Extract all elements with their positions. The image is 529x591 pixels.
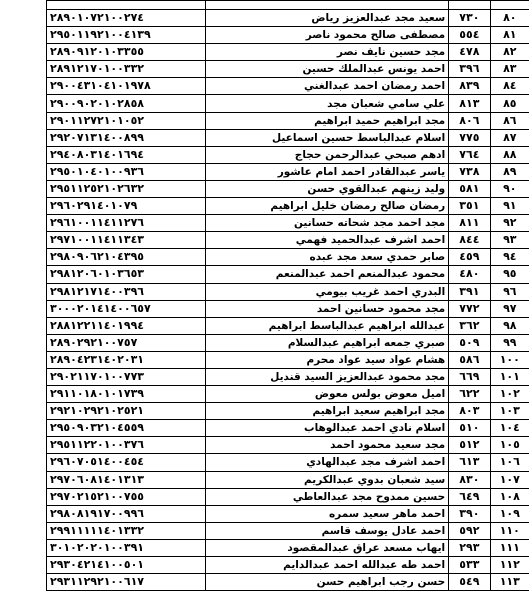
cell-national-id: ٢٨٩٠٩١٢٠١٠٣٣٥٥ <box>47 44 206 61</box>
table-row <box>47 351 529 368</box>
cell-code: ٨١١ <box>449 215 490 232</box>
cell-index: ١١٣ <box>490 574 529 591</box>
cell-name: مجد ابراهيم سعيد ابراهيم <box>205 403 449 420</box>
table-row <box>47 95 529 112</box>
cell-name: احمد رمضان احمد عبدالغني <box>205 78 449 95</box>
cell-name: سيد شعبان بدوي عبدالكريم <box>205 471 449 488</box>
cell-name: محمود عبدالمنعم احمد عبدالمنعم <box>205 266 449 283</box>
table-row <box>47 198 529 215</box>
cell-index: ٩١ <box>490 198 529 215</box>
cell-code: ٨١٣ <box>449 95 490 112</box>
cell-code: ٣٩٠ <box>449 505 490 522</box>
cell-name: احمد ماهر سعيد سمره <box>205 505 449 522</box>
cell-code: ٤٧٨ <box>449 44 490 61</box>
cell-code: ٦١٣ <box>449 454 490 471</box>
cell-code: ٥٥٤ <box>449 27 490 44</box>
cell-index: ١٠٠ <box>490 351 529 368</box>
cell-national-id: ٢٩٠١١٢٧٢١٠١٠٥٢ <box>47 112 206 129</box>
cell-index: ١٠٩ <box>490 505 529 522</box>
cell-index: ٨٨ <box>490 146 529 163</box>
cell-name: ياسر عبدالقادر احمد امام عاشور <box>205 163 449 180</box>
cell-code: ٦٤٩ <box>449 488 490 505</box>
cell-name: حسن رجب ابراهيم حسن <box>205 574 449 591</box>
cell-code: ٥٨١ <box>449 180 490 197</box>
cell-name: حسين ممدوح مجد عبدالعاطي <box>205 488 449 505</box>
cell-national-id: ٢٩٥٠٩٠٣٢١٠٤٥٥٩ <box>47 420 206 437</box>
cell-code: ٨٠٣ <box>449 403 490 420</box>
cell-national-id: ٢٩٥٠١١٩٢١٠٠٤١٣٩ <box>47 27 206 44</box>
cell-code-edge <box>449 1 490 10</box>
cell-index: ٨٤ <box>490 78 529 95</box>
employee-list-sheet <box>46 0 529 591</box>
cell-national-id: ٢٩٥٠١٠٤٠١٠٠٩٣٦ <box>47 163 206 180</box>
cell-code: ٢٩٣ <box>449 539 490 556</box>
cell-national-id: ٢٩١١٠١٨٠١٠١٧٣٩ <box>47 386 206 403</box>
table-row <box>47 10 529 27</box>
cell-index: ١١٠ <box>490 522 529 539</box>
cell-name: مجد سعيد محمود احمد <box>205 437 449 454</box>
cell-national-id-edge <box>47 1 206 10</box>
table-row <box>47 505 529 522</box>
cell-national-id: ٢٨٩١٢١٧٠١٠٠٣٣٢ <box>47 61 206 78</box>
cell-index: ٨٧ <box>490 129 529 146</box>
cell-name: احمد اشرف مجد عبدالهادي <box>205 454 449 471</box>
cell-index: ٩٠ <box>490 180 529 197</box>
cell-name: علي سامي شعبان مجد <box>205 95 449 112</box>
cell-national-id: ٢٩٩١١١١١٤٠١٣٣٢ <box>47 522 206 539</box>
employee-table-body <box>47 1 529 591</box>
table-row <box>47 574 529 591</box>
cell-index: ٨٥ <box>490 95 529 112</box>
cell-national-id: ٢٩٧١٠٠١١٤١١٣٤٣ <box>47 232 206 249</box>
table-row <box>47 557 529 574</box>
cell-index: ٩٧ <box>490 300 529 317</box>
cell-index: ٨٠ <box>490 10 529 27</box>
cell-national-id: ٢٨٨١٢٢١١٤٠١٩٩٤ <box>47 317 206 334</box>
cell-name: احمد عادل يوسف قاسم <box>205 522 449 539</box>
cell-national-id: ٢٩٢٠٧١٣١٤٠٠٨٩٩ <box>47 129 206 146</box>
cell-name: مجد احمد مجد شحاته حسانين <box>205 215 449 232</box>
cell-index-edge <box>490 1 529 10</box>
cell-name: ايهاب مسعد عراق عبدالمقصود <box>205 539 449 556</box>
cell-index: ٩٣ <box>490 232 529 249</box>
cell-code: ٦٦٩ <box>449 368 490 385</box>
cell-name: مجد حسين نايف نصر <box>205 44 449 61</box>
cell-index: ١٠٥ <box>490 437 529 454</box>
cell-index: ٨٣ <box>490 61 529 78</box>
cell-code: ٥١٠ <box>449 420 490 437</box>
cell-national-id: ٢٩٨٠٩٠٦٢١٠٤٣٩٥ <box>47 249 206 266</box>
table-row <box>47 266 529 283</box>
table-row <box>47 78 529 95</box>
cell-name-edge <box>205 1 449 10</box>
cell-index: ٨٩ <box>490 163 529 180</box>
cell-name: اميل معوض بولس معوض <box>205 386 449 403</box>
cell-name: وليد زينهم عبدالقوي حسن <box>205 180 449 197</box>
cell-index: ١١٢ <box>490 557 529 574</box>
table-row <box>47 283 529 300</box>
cell-name: سعيد مجد عبدالعزيز رياض <box>205 10 449 27</box>
cell-national-id: ٢٩٥١١٢٢٠١٠٠٣٧٦ <box>47 437 206 454</box>
cell-index: ١٠٨ <box>490 488 529 505</box>
table-row <box>47 488 529 505</box>
table-row <box>47 61 529 78</box>
cell-index: ١١١ <box>490 539 529 556</box>
cell-index: ١٠٧ <box>490 471 529 488</box>
table-row <box>47 539 529 556</box>
cell-national-id: ٢٩٤٠٨٠٣١٤٠١٦٩٤ <box>47 146 206 163</box>
cell-national-id: ٢٨٩٠٢٩٢١٠٠٧٥٧ <box>47 334 206 351</box>
table-row <box>47 403 529 420</box>
cell-national-id: ٢٩٨١٢٠٦٠١٠٣٦٥٣ <box>47 266 206 283</box>
cell-code: ٥٣٣ <box>449 557 490 574</box>
cell-national-id: ٢٨٩٠٤٢٣١٤٠٢٠٣١ <box>47 351 206 368</box>
cell-national-id: ٢٩٥١١٢٥٢١٠٢٦٣٢ <box>47 180 206 197</box>
cell-name: مصطفى صالح محمود ناصر <box>205 27 449 44</box>
cell-index: ١٠٢ <box>490 386 529 403</box>
cell-index: ٩٢ <box>490 215 529 232</box>
cell-name: صابر حمدي سعد مجد عبده <box>205 249 449 266</box>
cell-national-id: ٣٠١٠٢٠٢٠١٠٠٣٩١ <box>47 539 206 556</box>
cell-national-id: ٢٩٣٠٤٢١٤١٠٠٥٠١ <box>47 557 206 574</box>
cell-name: صبري جمعه ابراهيم عبدالسلام <box>205 334 449 351</box>
table-row <box>47 232 529 249</box>
cell-name: اسلام نادي احمد عبدالوهاب <box>205 420 449 437</box>
cell-code: ٤٥٩ <box>449 249 490 266</box>
cell-index: ٩٨ <box>490 317 529 334</box>
table-row <box>47 420 529 437</box>
cell-name: ادهم صبحي عبدالرحمن حجاج <box>205 146 449 163</box>
cell-name: مجد محمود حسانين احمد <box>205 300 449 317</box>
table-row <box>47 27 529 44</box>
table-row <box>47 180 529 197</box>
table-row <box>47 129 529 146</box>
cell-code: ٦٢٢ <box>449 386 490 403</box>
cell-code: ٥٠٩ <box>449 334 490 351</box>
cell-national-id: ٢٩٧٠٦٠٨١٤٠١٣١٣ <box>47 471 206 488</box>
table-row <box>47 334 529 351</box>
table-row <box>47 368 529 385</box>
cell-index: ١٠١ <box>490 368 529 385</box>
cell-code: ٨٣٩ <box>449 78 490 95</box>
cell-name: احمد اشرف عبدالحميد فهمي <box>205 232 449 249</box>
cell-code: ٧٣٨ <box>449 163 490 180</box>
cell-code: ٣٩٦ <box>449 61 490 78</box>
cell-name: اسلام عبدالباسط حسين اسماعيل <box>205 129 449 146</box>
table-row <box>47 215 529 232</box>
cell-code: ٨٠٦ <box>449 112 490 129</box>
cell-name: مجد ابراهيم حميد ابراهيم <box>205 112 449 129</box>
cell-code: ٨٣٠ <box>449 471 490 488</box>
table-row <box>47 146 529 163</box>
cell-code: ٥٩٢ <box>449 522 490 539</box>
table-row <box>47 317 529 334</box>
cell-code: ٣٦٢ <box>449 317 490 334</box>
cell-code: ٥٨٦ <box>449 351 490 368</box>
cell-national-id: ٢٩٨١٢١٧١٤٠٠٣٩٦ <box>47 283 206 300</box>
table-row-top-edge <box>47 1 529 10</box>
cell-code: ٥٤٩ <box>449 574 490 591</box>
cell-code: ٧٣٠ <box>449 10 490 27</box>
cell-national-id: ٢٩٧٠٢١٥٢١٠٠٧٥٥ <box>47 488 206 505</box>
cell-code: ٧٧٥ <box>449 129 490 146</box>
cell-code: ٤٨٠ <box>449 266 490 283</box>
cell-name: رمضان صالح رمضان خليل ابراهيم <box>205 198 449 215</box>
cell-name: هشام عواد سيد عواد محرم <box>205 351 449 368</box>
cell-national-id: ٢٨٩٠١٠٧٢١٠٠٢٧٤ <box>47 10 206 27</box>
table-row <box>47 112 529 129</box>
cell-national-id: ٢٩٨٠٨١٩١٧٠٠٩٩٦ <box>47 505 206 522</box>
cell-index: ٩٦ <box>490 283 529 300</box>
table-row <box>47 437 529 454</box>
cell-name: مجد محمود عبدالعزيز السيد قنديل <box>205 368 449 385</box>
cell-national-id: ٢٩٦٠٧٠٥١٤٠٠٤٥٤ <box>47 454 206 471</box>
cell-code: ٣٥١ <box>449 198 490 215</box>
cell-national-id: ٢٩٠٠٤٣١٠٤١٠١٩٧٨ <box>47 78 206 95</box>
cell-index: ١٠٣ <box>490 403 529 420</box>
cell-national-id: ٣٠٠٠٢٠١٤١٤٠٠٦٥٧ <box>47 300 206 317</box>
cell-index: ٩٤ <box>490 249 529 266</box>
cell-index: ٨٢ <box>490 44 529 61</box>
cell-national-id: ٢٩٠٢١١٧٠١٠٠٧٧٣ <box>47 368 206 385</box>
table-row <box>47 300 529 317</box>
table-row <box>47 522 529 539</box>
cell-index: ٩٩ <box>490 334 529 351</box>
cell-national-id: ٢٩٣١١٢٩٢١٠٠٦١٧ <box>47 574 206 591</box>
cell-code: ٥١٢ <box>449 437 490 454</box>
cell-national-id: ٢٩٦٠٢٩١٤٠١٠٧٩ <box>47 198 206 215</box>
table-row <box>47 454 529 471</box>
cell-code: ٣٩١ <box>449 283 490 300</box>
cell-name: البدري احمد غريب بيومي <box>205 283 449 300</box>
table-row <box>47 386 529 403</box>
cell-national-id: ٢٩٦١٠٠١١٤١١٢٧٦ <box>47 215 206 232</box>
table-row <box>47 163 529 180</box>
cell-index: ٨٦ <box>490 112 529 129</box>
employee-table <box>46 0 529 591</box>
cell-code: ٧٧٢ <box>449 300 490 317</box>
table-row <box>47 44 529 61</box>
cell-name: احمد يونس عبدالملك حسين <box>205 61 449 78</box>
cell-index: ١٠٦ <box>490 454 529 471</box>
cell-national-id: ٢٩٠٠٩٠٢٠١٠٢٨٥٨ <box>47 95 206 112</box>
cell-code: ٨٤٤ <box>449 232 490 249</box>
table-row <box>47 471 529 488</box>
table-row <box>47 249 529 266</box>
cell-code: ٧٦٤ <box>449 146 490 163</box>
cell-national-id: ٢٩٢١٠٢٩٢١٠٢٥٢١ <box>47 403 206 420</box>
cell-index: ١٠٤ <box>490 420 529 437</box>
cell-name: احمد طه عبدالله احمد عبدالدايم <box>205 557 449 574</box>
cell-index: ٨١ <box>490 27 529 44</box>
cell-name: عبدالله ابراهيم عبدالباسط ابراهيم <box>205 317 449 334</box>
cell-index: ٩٥ <box>490 266 529 283</box>
